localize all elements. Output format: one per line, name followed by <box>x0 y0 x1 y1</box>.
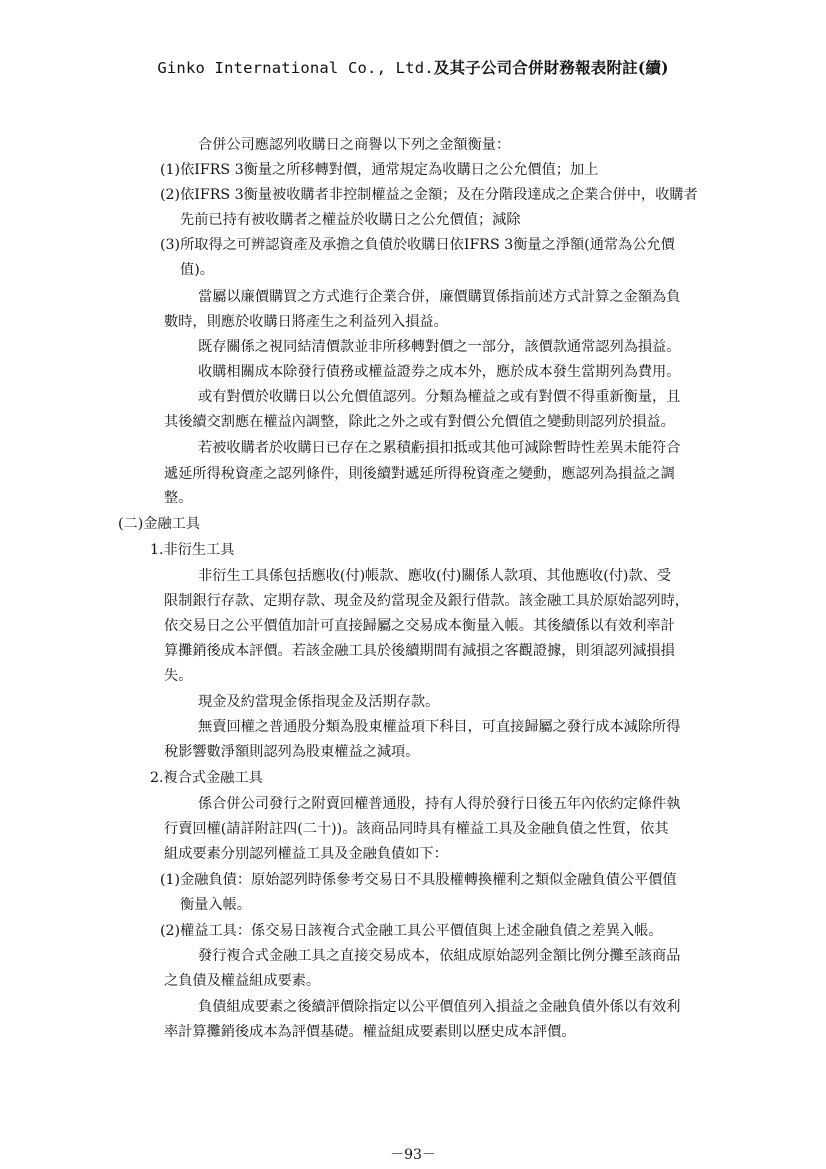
body-line: 先前已持有被收購者之權益於收購日之公允價值；減除 <box>180 212 521 228</box>
page-header <box>0 56 826 78</box>
body-line: 依交易日之公平價值加計可直接歸屬之交易成本衡量入帳。其後續係以有效利率計 <box>164 618 675 634</box>
body-line: (2)權益工具：係交易日該複合式金融工具公平價值與上述金融負債之差異入帳。 <box>160 923 663 939</box>
body-line: 整。 <box>164 490 193 506</box>
body-line: (2)依IFRS 3衡量被收購者非控制權益之金額；及在分階段達成之企業合併中，收購者 <box>160 187 698 203</box>
body-line: (1)依IFRS 3衡量之所移轉對價，通常規定為收購日之公允價值；加上 <box>160 162 599 178</box>
body-line: 負債組成要素之後續評價除指定以公平價值列入損益之金融負債外係以有效利 <box>198 999 681 1015</box>
body-line: 係合併公司發行之附賣回權普通股，持有人得於發行日後五年內依約定條件執 <box>198 796 681 812</box>
subsection-heading: 2.複合式金融工具 <box>150 770 263 786</box>
header-title-rest: 及其子公司合併財務報表附註(續) <box>433 58 669 77</box>
body-line: 衡量入帳。 <box>180 897 251 913</box>
body-line: 當屬以廉價購買之方式進行企業合併，廉價購買係指前述方式計算之金額為負 <box>198 289 681 305</box>
body-line: 率計算攤銷後成本為評價基礎。權益組成要素則以歷史成本評價。 <box>164 1024 576 1040</box>
body-line: (1)金融負債：原始認列時係參考交易日不具股權轉換權利之類似金融負債公平價值 <box>160 872 677 888</box>
body-line: 之負債及權益組成要素。 <box>164 973 321 989</box>
body-line: 發行複合式金融工具之直接交易成本，依組成原始認列金額比例分攤至該商品 <box>198 948 681 964</box>
body-line: 失。 <box>164 668 193 684</box>
body-line: 收購相關成本除發行債務或權益證券之成本外，應於成本發生當期列為費用。 <box>198 364 681 380</box>
body-line: 現金及約當現金係指現金及活期存款。 <box>198 694 440 710</box>
body-line: 稅影響數淨額則認列為股東權益之減項。 <box>164 744 420 760</box>
body-line: 非衍生工具係包括應收(付)帳款、應收(付)關係人款項、其他應收(付)款、受 <box>198 568 672 584</box>
body-line: 算攤銷後成本評價。若該金融工具於後續期間有減損之客觀證據，則須認列減損損 <box>164 643 675 659</box>
body-line: 或有對價於收購日以公允價值認列。分類為權益之或有對價不得重新衡量，且 <box>198 389 681 405</box>
company-name-latin: Ginko International Co., Ltd. <box>157 59 434 77</box>
body-line: 合併公司應認列收購日之商譽以下列之金額衡量： <box>198 137 511 153</box>
body-line: 組成要素分別認列權益工具及金融負債如下： <box>164 846 448 862</box>
subsection-heading: 1.非衍生工具 <box>150 542 235 558</box>
page-number: －93－ <box>390 1147 436 1163</box>
body-line: 無賣回權之普通股分類為股東權益項下科目，可直接歸屬之發行成本減除所得 <box>198 719 681 735</box>
body-line: 既存關係之視同結清價款並非所移轉對價之一部分，該價款通常認列為損益。 <box>198 339 681 355</box>
body-line: 其後續交割應在權益內調整，除此之外之或有對價公允價值之變動則認列於損益。 <box>164 414 675 430</box>
body-line: 行賣回權(請詳附註四(二十))。該商品同時具有權益工具及金融負債之性質，依其 <box>164 821 669 837</box>
section-heading: (二)金融工具 <box>118 516 201 532</box>
body-line: 數時，則應於收購日將產生之利益列入損益。 <box>164 314 448 330</box>
body-line: 值)。 <box>180 262 214 278</box>
body-line: (3)所取得之可辨認資產及承擔之負債於收購日依IFRS 3衡量之淨額(通常為公允價 <box>160 237 675 253</box>
body-line: 限制銀行存款、定期存款、現金及約當現金及銀行借款。該金融工具於原始認列時， <box>164 593 689 609</box>
body-line: 若被收購者於收購日已存在之累積虧損扣抵或其他可減除暫時性差異未能符合 <box>198 440 681 456</box>
body-line: 遞延所得稅資產之認列條件，則後續對遞延所得稅資產之變動，應認列為損益之調 <box>164 466 675 482</box>
